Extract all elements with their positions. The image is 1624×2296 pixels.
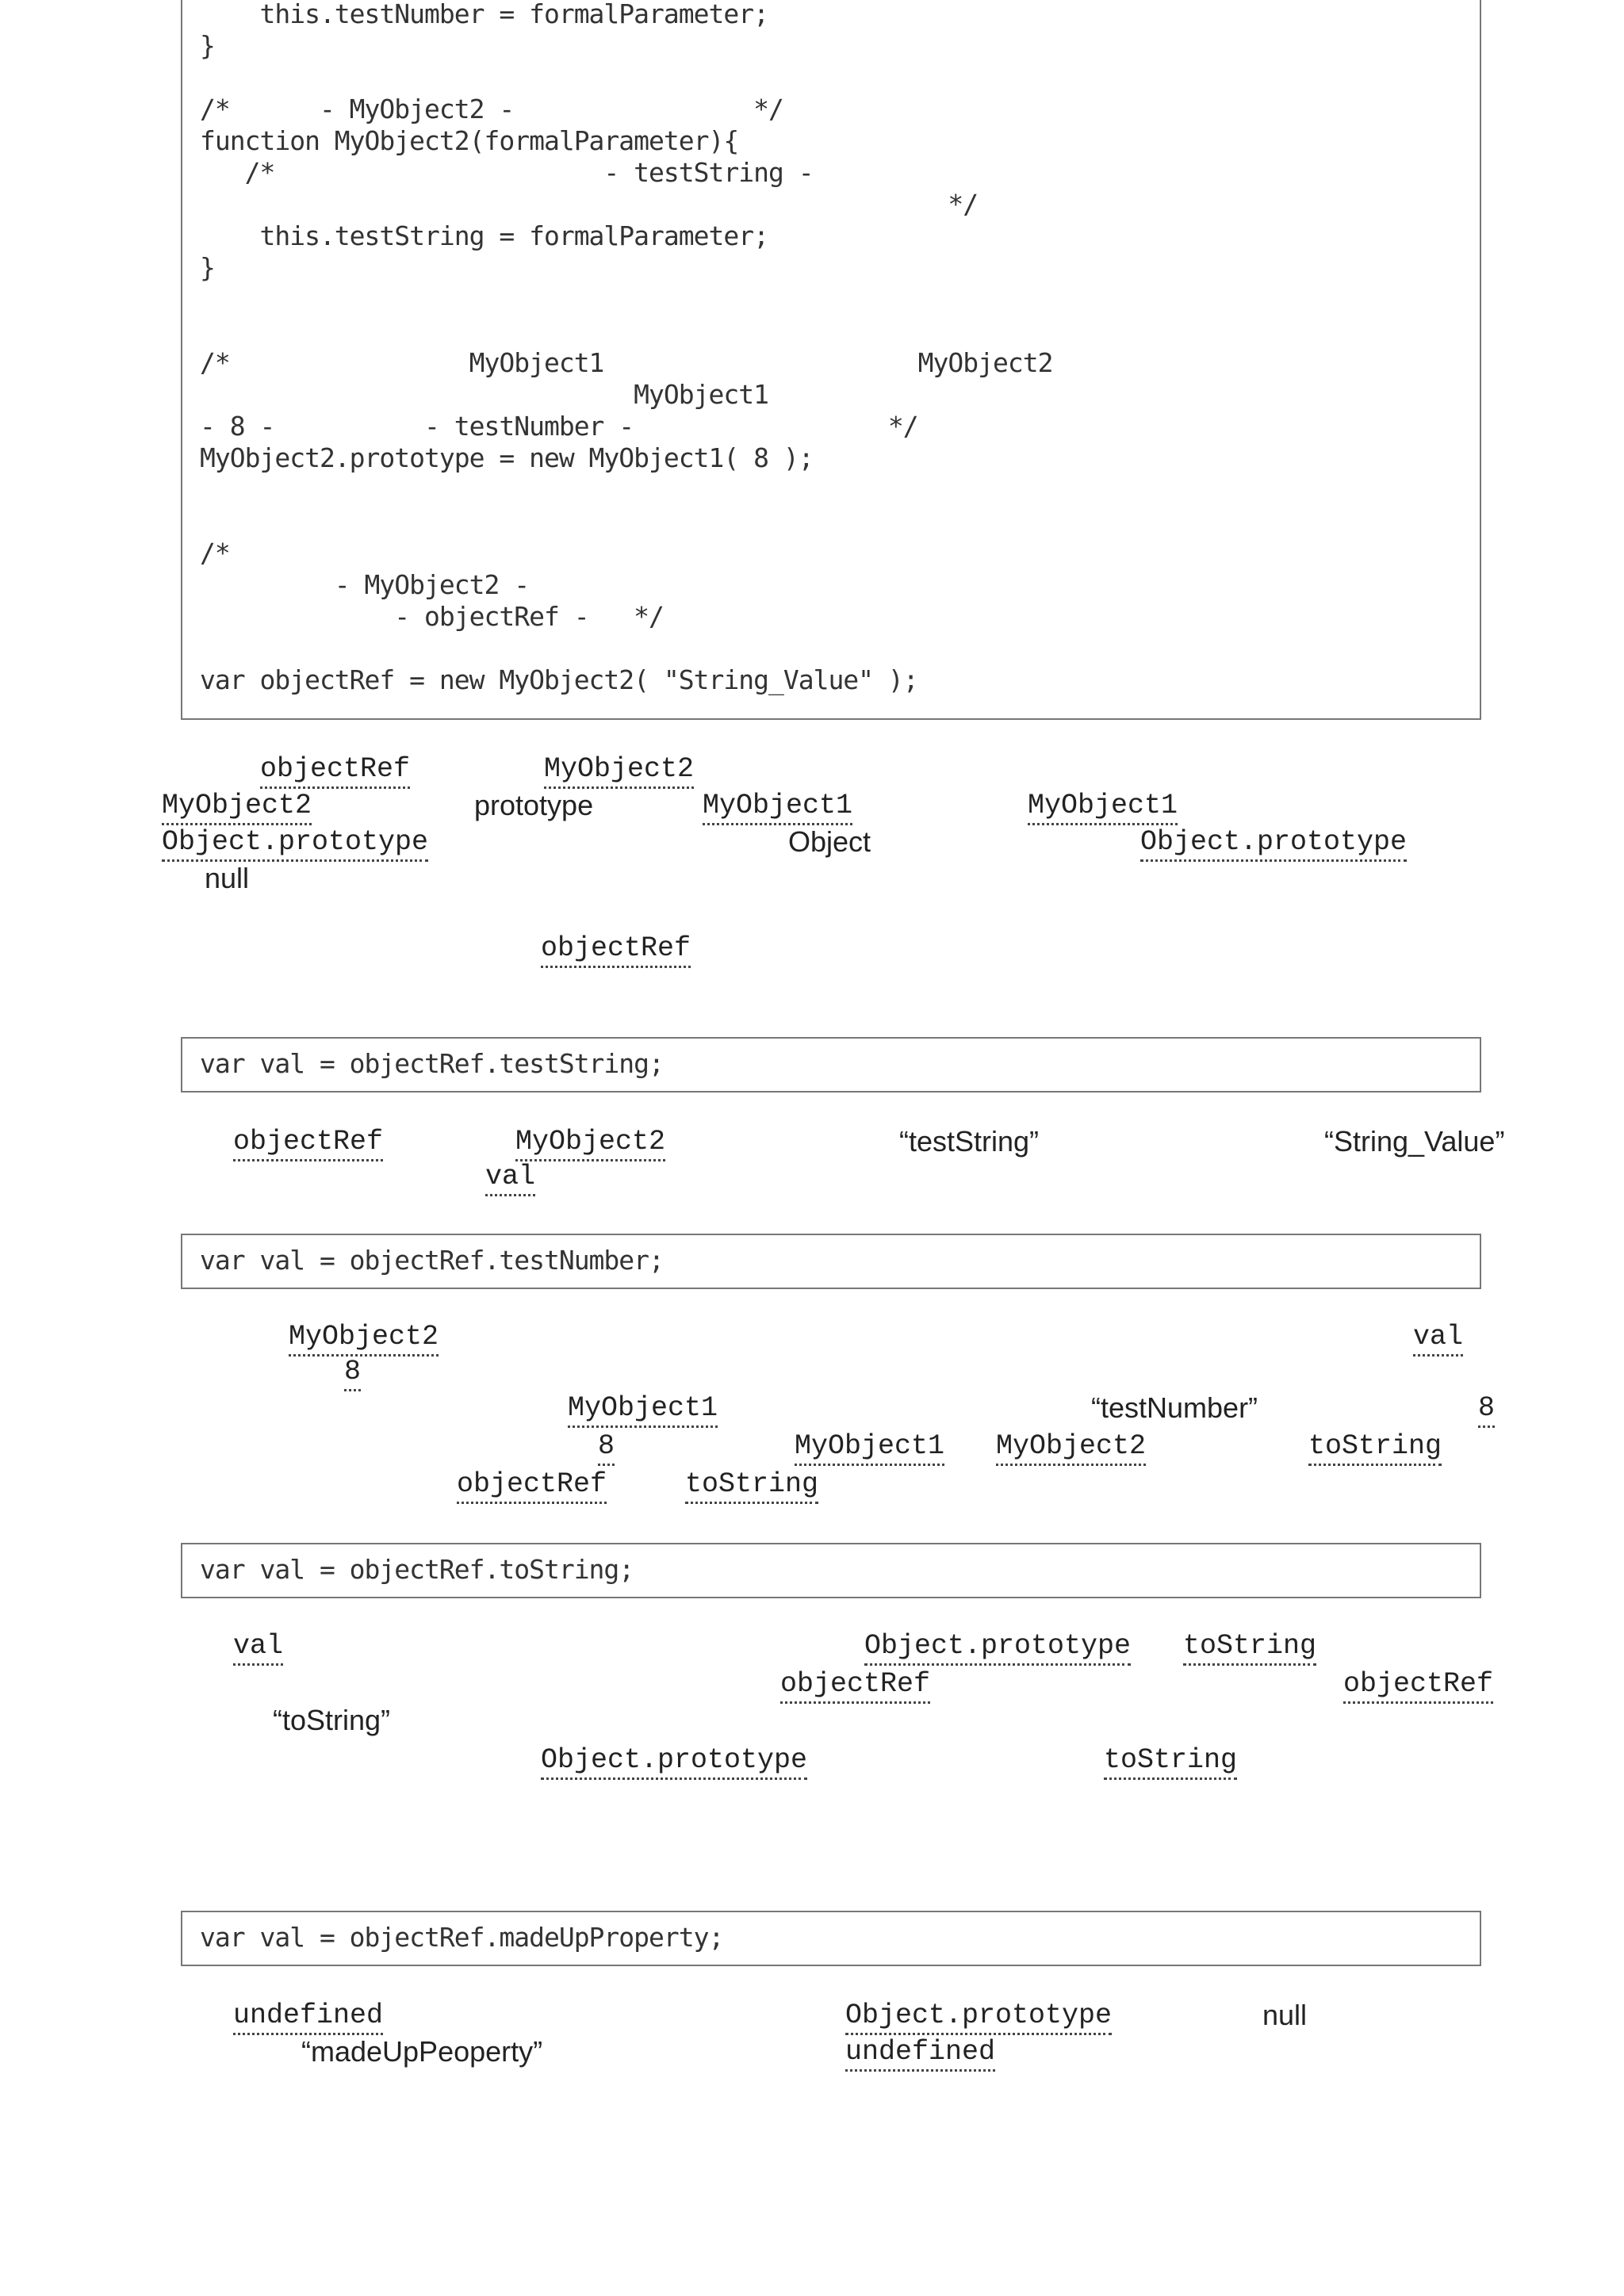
code-line: MyObject2.prototype = new MyObject1( 8 ); — [200, 442, 814, 473]
term-MyObject1: MyObject1 — [795, 1429, 944, 1466]
code-line: var val = objectRef.testString; — [200, 1048, 664, 1079]
term-objectRef: objectRef — [541, 931, 691, 968]
code-line: var val = objectRef.madeUpProperty; — [200, 1922, 724, 1953]
term-MyObject2: MyObject2 — [515, 1124, 665, 1161]
code-line: this.testString = formalParameter; — [200, 220, 768, 251]
code-line: */ — [200, 189, 979, 220]
term-undefined: undefined — [845, 2034, 995, 2072]
term-objectRef: objectRef — [780, 1667, 930, 1704]
term-MyObject1: MyObject1 — [703, 788, 852, 825]
term-toString-quoted: “toString” — [273, 1704, 391, 1736]
code-line: - 8 - - testNumber - */ — [200, 411, 918, 442]
term-Object-prototype: Object.prototype — [162, 825, 428, 862]
term-MyObject2: MyObject2 — [544, 752, 694, 789]
code-line: function MyObject2(formalParameter){ — [200, 125, 739, 156]
term-undefined: undefined — [233, 1998, 383, 2035]
code-line: MyObject1 — [200, 379, 768, 410]
term-toString: toString — [1183, 1628, 1316, 1666]
code-block-madeUpProperty — [181, 1911, 1481, 1966]
term-toString: toString — [1104, 1743, 1237, 1780]
term-MyObject2: MyObject2 — [289, 1319, 439, 1357]
code-line: this.testNumber = formalParameter; — [200, 0, 768, 29]
code-line: /* MyObject1 MyObject2 — [200, 347, 1053, 378]
term-Object-prototype: Object.prototype — [541, 1743, 807, 1780]
term-MyObject1: MyObject1 — [1028, 788, 1178, 825]
code-line: /* — [200, 538, 230, 568]
term-Object-prototype: Object.prototype — [1140, 825, 1407, 862]
term-MyObject2: MyObject2 — [996, 1429, 1146, 1466]
term-objectRef: objectRef — [233, 1124, 383, 1161]
term-number-8: 8 — [344, 1354, 361, 1391]
code-line: - MyObject2 - — [200, 569, 530, 600]
term-toString: toString — [685, 1467, 818, 1504]
code-line: } — [200, 30, 215, 61]
term-prototype: prototype — [474, 789, 594, 821]
term-testNumber: “testNumber” — [1091, 1391, 1258, 1424]
term-madeUpPeoperty: “madeUpPeoperty” — [301, 2035, 543, 2068]
term-objectRef: objectRef — [457, 1467, 607, 1504]
code-block-testNumber — [181, 1234, 1481, 1289]
code-line: /* - MyObject2 - */ — [200, 94, 783, 124]
term-val: val — [1413, 1319, 1463, 1357]
term-val: val — [233, 1628, 283, 1666]
code-line: var objectRef = new MyObject2( "String_Value" ); — [200, 664, 918, 695]
term-val: val — [485, 1159, 535, 1196]
code-block-testString — [181, 1037, 1481, 1093]
term-Object-prototype: Object.prototype — [864, 1628, 1131, 1666]
term-null: null — [205, 862, 250, 894]
term-toString: toString — [1308, 1429, 1442, 1466]
term-number-8: 8 — [1478, 1391, 1495, 1428]
code-line: /* - testString - — [200, 157, 814, 188]
term-null: null — [1262, 1999, 1308, 2031]
term-MyObject1: MyObject1 — [568, 1391, 718, 1428]
code-line: var val = objectRef.testNumber; — [200, 1245, 664, 1276]
term-number-8: 8 — [598, 1429, 615, 1466]
term-objectRef: objectRef — [1343, 1667, 1493, 1704]
code-block-main — [181, 0, 1481, 720]
code-line: } — [200, 252, 215, 283]
code-line: - objectRef - */ — [200, 601, 664, 632]
code-block-toString — [181, 1543, 1481, 1598]
term-testString: “testString” — [899, 1125, 1040, 1158]
code-line: var val = objectRef.toString; — [200, 1554, 634, 1585]
term-Object: Object — [788, 825, 871, 858]
term-MyObject2: MyObject2 — [162, 788, 312, 825]
term-String-Value: “String_Value” — [1324, 1125, 1505, 1158]
term-objectRef: objectRef — [260, 752, 410, 789]
term-Object-prototype: Object.prototype — [845, 1998, 1112, 2035]
